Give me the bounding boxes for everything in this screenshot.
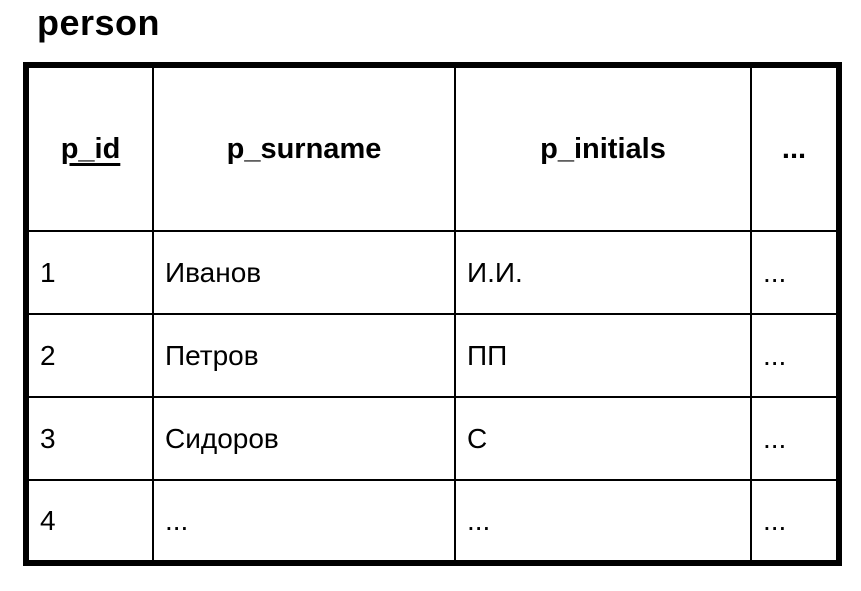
cell-p-initials: ПП bbox=[455, 314, 751, 397]
table-row bbox=[26, 480, 839, 563]
column-header-p-initials: p_initials bbox=[455, 65, 751, 231]
cell-p-initials: И.И. bbox=[455, 231, 751, 314]
table-row bbox=[26, 314, 839, 397]
cell-ellipsis: ... bbox=[751, 314, 839, 397]
cell-p-id: 4 bbox=[26, 480, 153, 563]
cell-ellipsis: ... bbox=[751, 231, 839, 314]
person-table bbox=[23, 62, 842, 566]
cell-p-id: 2 bbox=[26, 314, 153, 397]
cell-p-surname: Иванов bbox=[153, 231, 455, 314]
cell-p-surname: Петров bbox=[153, 314, 455, 397]
table-row bbox=[26, 231, 839, 314]
cell-p-surname: Сидоров bbox=[153, 397, 455, 480]
cell-ellipsis: ... bbox=[751, 480, 839, 563]
column-header-p-surname: p_surname bbox=[153, 65, 455, 231]
cell-p-initials: С bbox=[455, 397, 751, 480]
table-title: person bbox=[37, 2, 161, 43]
cell-p-initials: ... bbox=[455, 480, 751, 563]
header-row bbox=[26, 65, 839, 231]
cell-ellipsis: ... bbox=[751, 397, 839, 480]
cell-p-id: 3 bbox=[26, 397, 153, 480]
cell-p-surname: ... bbox=[153, 480, 455, 563]
column-header-ellipsis: ... bbox=[751, 65, 839, 231]
table-row bbox=[26, 397, 839, 480]
cell-p-id: 1 bbox=[26, 231, 153, 314]
column-header-p-id: p_id bbox=[26, 65, 153, 231]
